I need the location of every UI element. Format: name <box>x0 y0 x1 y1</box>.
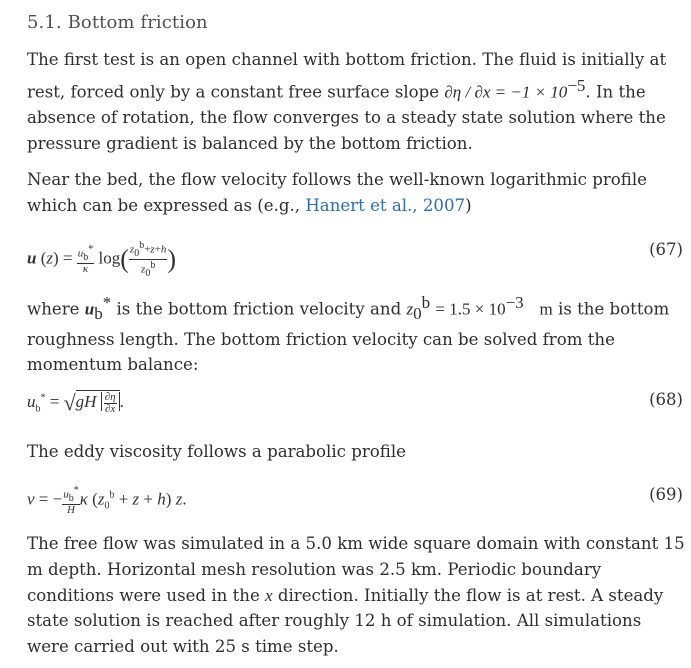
slope-expression: ∂η / ∂x = −1 × 10 <box>444 82 568 102</box>
equation-69 <box>27 485 683 525</box>
equation-68-formula: $u_b^* = √gH$ $\frac{\partial\eta}{\partial x}$ . <box>27 390 124 415</box>
equation-68 <box>27 390 683 430</box>
paragraph-intro: The first test is an open channel with bottom friction. The fluid is initially at rest, forced only by a constant free surface slope $\partial\eta / \partial x = -1 \times 10^{-5}$. In the absence of rotation, the flow converges to a steady state solution where the pressure gradient is balanced by the bottom friction. <box>27 50 667 153</box>
equation-67-formula: u (z) = $\frac{u_b^*}{\kappa}$ log( $\frac{z_0^b+z+h}{z_0^b}$ ) <box>27 240 177 279</box>
paragraph-log-profile: Near the bed, the flow velocity follows the well-known logarithmic profile which can be expressed as (e.g., Hanert et al., 2007) <box>27 170 647 215</box>
equation-number-69: (69) <box>649 485 683 504</box>
equation-67 <box>27 240 683 280</box>
paragraph-eddy-viscosity: The eddy viscosity follows a parabolic profile <box>27 442 406 461</box>
equation-number-68: (68) <box>649 390 683 409</box>
section-heading: 5.1. Bottom friction <box>27 12 208 33</box>
equation-69-formula: ν = − $\frac{u_b^*}{H}$ κ $(z_0^b + z + h)$ z. <box>27 485 187 516</box>
citation-link[interactable]: Hanert et al., 2007 <box>305 195 466 215</box>
paragraph-simulation-setup: The free flow was simulated in a 5.0 km wide square domain with constant 15 m depth. Horizontal mesh resolution was 2.5 km. Periodic boundary conditions were used in the x direction. Initially the flow is at rest. A steady state solution is reached after roughly 12 h of simulation. All simulations were carried out with 25 s time step. <box>27 534 685 657</box>
equation-number-67: (67) <box>649 240 683 259</box>
paragraph-friction-velocity: where $u_b^*$ is the bottom friction velocity and $z_0^b = 1.5 \times 10^{-3}$ m is the bottom roughness length. The bottom friction velocity can be solved from the momentum balance: <box>27 293 670 375</box>
